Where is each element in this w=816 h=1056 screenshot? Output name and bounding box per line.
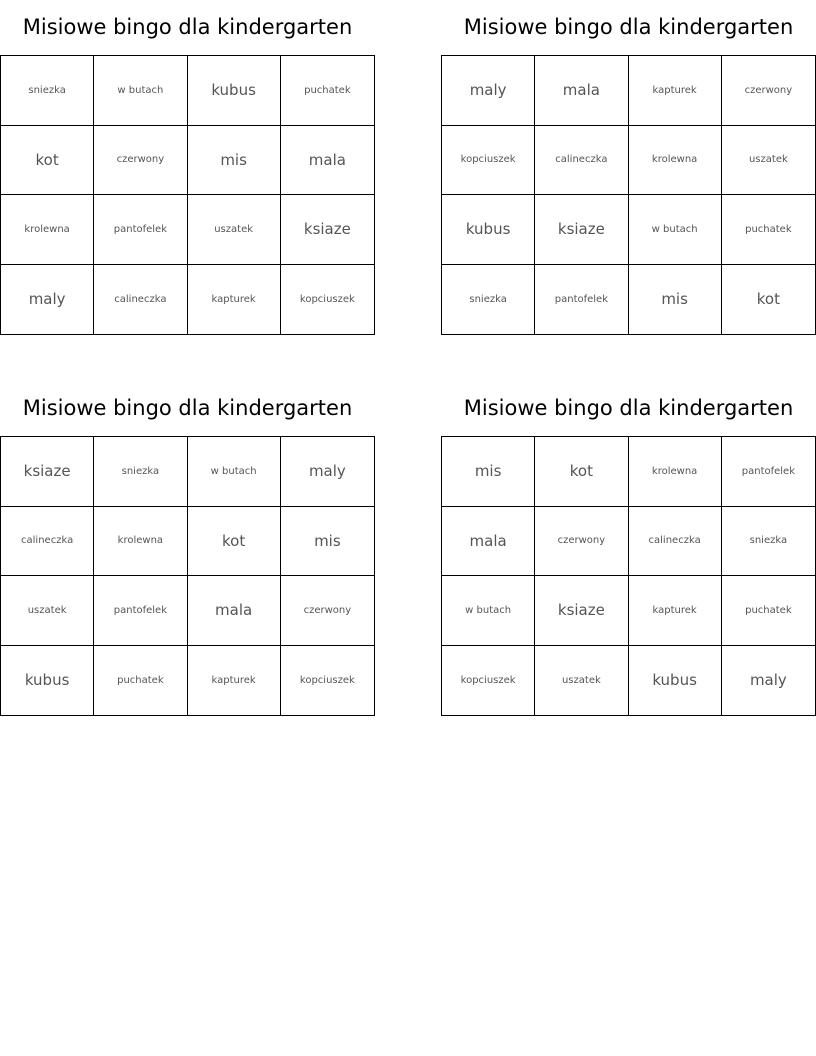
bingo-cell: kapturek	[629, 576, 722, 646]
bingo-cell: puchatek	[722, 195, 815, 265]
bingo-cell: calineczka	[1, 507, 94, 577]
bingo-cell: kot	[188, 507, 281, 577]
bingo-cell: krolewna	[94, 507, 187, 577]
bingo-cell: kapturek	[188, 265, 281, 335]
card-title: Misiowe bingo dla kindergarten	[463, 396, 794, 420]
bingo-cell: puchatek	[281, 56, 374, 126]
bingo-cell: mis	[629, 265, 722, 335]
bingo-cell: uszatek	[188, 195, 281, 265]
bingo-cell: czerwony	[94, 126, 187, 196]
bingo-cell: kubus	[188, 56, 281, 126]
bingo-cell: ksiaze	[535, 195, 628, 265]
card-title: Misiowe bingo dla kindergarten	[22, 396, 353, 420]
bingo-cell: krolewna	[629, 126, 722, 196]
bingo-cell: czerwony	[722, 56, 815, 126]
bingo-cell: calineczka	[629, 507, 722, 577]
bingo-cell: sniezka	[722, 507, 815, 577]
bingo-cell: w butach	[629, 195, 722, 265]
bingo-cell: mala	[442, 507, 535, 577]
bingo-cell: kopciuszek	[299, 674, 355, 686]
bingo-cell: sniezka	[442, 265, 535, 335]
bingo-cell: maly	[749, 671, 787, 690]
bingo-cell: maly	[442, 56, 535, 126]
bingo-grid	[0, 55, 375, 335]
bingo-grid	[0, 436, 375, 716]
bingo-cell: pantofelek	[94, 195, 187, 265]
bingo-cell: kopciuszek	[299, 293, 355, 305]
bingo-cell: kot	[756, 290, 780, 309]
bingo-cell: mis	[281, 507, 374, 577]
bingo-cell: kot	[535, 437, 628, 507]
bingo-cell: pantofelek	[535, 265, 628, 335]
bingo-cell: pantofelek	[722, 437, 815, 507]
bingo-cell: uszatek	[722, 126, 815, 196]
bingo-cell: mala	[281, 126, 374, 196]
bingo-cell: mis	[188, 126, 281, 196]
bingo-cell: mis	[442, 437, 535, 507]
bingo-cell: kapturek	[188, 646, 281, 716]
bingo-cell: kopciuszek	[442, 646, 535, 716]
bingo-cell: mala	[535, 56, 628, 126]
bingo-cell: ksiaze	[1, 437, 94, 507]
bingo-cell: kot	[1, 126, 94, 196]
card-title: Misiowe bingo dla kindergarten	[22, 15, 353, 39]
bingo-cell: sniezka	[1, 56, 94, 126]
bingo-cell: w butach	[188, 437, 281, 507]
bingo-cell: uszatek	[535, 646, 628, 716]
bingo-cell: kubus	[629, 646, 722, 716]
bingo-cell: maly	[1, 265, 94, 335]
bingo-cell: krolewna	[1, 195, 94, 265]
bingo-cell: puchatek	[722, 576, 815, 646]
bingo-cell: czerwony	[281, 576, 374, 646]
bingo-cell: kopciuszek	[442, 126, 535, 196]
bingo-cell: krolewna	[629, 437, 722, 507]
bingo-grid	[441, 55, 816, 335]
bingo-cell: w butach	[442, 576, 535, 646]
bingo-cell: mala	[188, 576, 281, 646]
card-title: Misiowe bingo dla kindergarten	[463, 15, 794, 39]
bingo-cell: ksiaze	[535, 576, 628, 646]
bingo-cell: w butach	[94, 56, 187, 126]
bingo-grid	[441, 436, 816, 716]
bingo-cell: maly	[281, 437, 374, 507]
bingo-cell: puchatek	[94, 646, 187, 716]
bingo-cell: czerwony	[535, 507, 628, 577]
bingo-cell: calineczka	[535, 126, 628, 196]
bingo-cell: uszatek	[1, 576, 94, 646]
bingo-cell: sniezka	[94, 437, 187, 507]
bingo-cell: ksiaze	[281, 195, 374, 265]
bingo-cell: calineczka	[94, 265, 187, 335]
bingo-cell: kubus	[1, 646, 94, 716]
bingo-cell: kapturek	[629, 56, 722, 126]
bingo-cell: pantofelek	[94, 576, 187, 646]
bingo-cell: kubus	[442, 195, 535, 265]
